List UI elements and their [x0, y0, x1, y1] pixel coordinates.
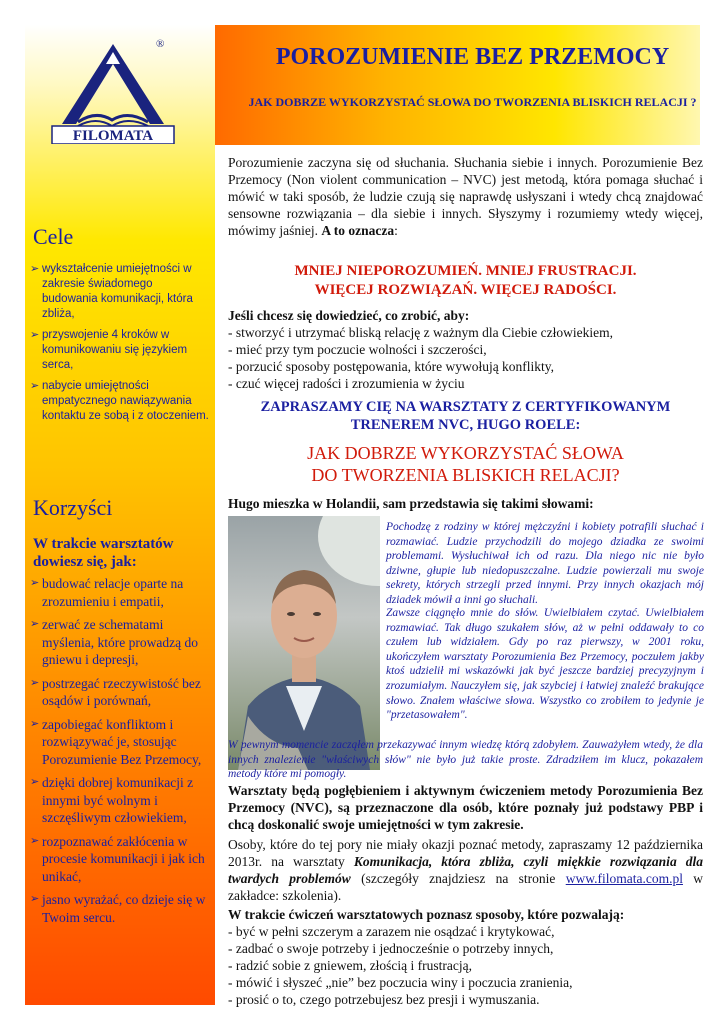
- invite-text-a: Osoby, które do tej pory nie miały okazji poznać metody, zapraszamy 12 października 2013r. na warsztaty: [228, 837, 703, 869]
- invite-paragraph: [228, 836, 703, 904]
- benefits-subheading: W trakcie warsztatów dowiesz się, jak:: [33, 536, 174, 570]
- methods-heading: W trakcie ćwiczeń warsztatowych poznasz sposoby, które pozwalają:: [228, 907, 625, 922]
- filomata-link[interactable]: www.filomata.com.pl: [565, 871, 683, 886]
- goals-section: [33, 224, 211, 430]
- invitation-line-2: TRENEREM NVC, HUGO ROELE:: [350, 417, 581, 433]
- want-item: - mieć przy tym poczucie wolności i szczerości,: [228, 342, 487, 357]
- benefit-item: ➢ zerwać ze schematami myślenia, które prowadzą do gniewu i depresji,: [33, 616, 211, 669]
- quote-paragraph-3: W pewnym momencie zacząłem przekazywać innym wiedzę którą zdobyłem. Zauważyłem wtedy, że dla innych znalezienie "właściwych słów" nie było już takie proste. Zdradziłem im klucz, pokazałem metody które mi pomogły.: [228, 739, 703, 781]
- header-band: [215, 25, 700, 145]
- benefits-section: [33, 495, 211, 932]
- method-item: - mówić i słyszeć „nie” bez poczucia winy i poczucia zranienia,: [228, 975, 573, 990]
- invitation-line-1: ZAPRASZAMY CIĘ NA WARSZTATY Z CERTYFIKOWANYM: [260, 399, 671, 415]
- goal-item: ➢ nabycie umiejętności empatycznego nawiązywania kontaktu ze sobą i z otoczeniem.: [33, 379, 211, 424]
- method-item: - być w pełni szczerym a zarazem nie osądzać i krytykować,: [228, 924, 555, 939]
- invite-text-b: (szczegóły znajdziesz na stronie: [361, 871, 556, 886]
- slogan-line-2: WIĘCEJ ROZWIĄZAŃ. WIĘCEJ RADOŚCI.: [314, 282, 617, 298]
- intro-bold: A to oznacza: [321, 223, 395, 238]
- slogan-line-1: MNIEJ NIEPOROZUMIEŃ. MNIEJ FRUSTRACJI.: [294, 263, 637, 279]
- method-item: - zadbać o swoje potrzeby i jednocześnie o potrzeby innych,: [228, 941, 554, 956]
- page-title: POROZUMIENIE BEZ PRZEMOCY: [275, 44, 670, 70]
- want-item: - porzucić sposoby postępowania, które wywołują konflikty,: [228, 359, 555, 374]
- workshop-title-line-1: JAK DOBRZE WYKORZYSTAĆ SŁOWA: [307, 443, 624, 463]
- goals-heading: Cele: [33, 224, 74, 249]
- want-item: - stworzyć i utrzymać bliską relację z ważnym dla Ciebie człowiekiem,: [228, 325, 613, 340]
- slogan: [228, 262, 703, 300]
- want-section: [228, 307, 703, 392]
- benefits-heading: Korzyści: [33, 495, 113, 520]
- intro-colon: :: [394, 223, 398, 238]
- logo-text: FILOMATA: [72, 128, 154, 144]
- filomata-logo: [48, 38, 178, 144]
- page-subtitle: JAK DOBRZE WYKORZYSTAĆ SŁOWA DO TWORZENIA BLISKICH RELACJI ?: [248, 95, 697, 109]
- workshop-description: Warsztaty będą pogłębieniem i aktywnym ćwiczeniem metody Porozumienia Bez Przemocy (NVC), są przeznaczone dla osób, które poznały już podstawy PBP i chcą doskonalić swoje umiejętności w tym zakresie.: [228, 783, 703, 832]
- intro-paragraph: [228, 154, 703, 239]
- goal-item: ➢ wykształcenie umiejętności w zakresie świadomego budowania komunikacji, która zbliża,: [33, 262, 211, 322]
- invite-text-c: w zakładce: szkolenia).: [228, 871, 703, 903]
- invitation: [228, 398, 703, 434]
- workshop-title-line-2: DO TWORZENIA BLISKICH RELACJI?: [311, 465, 620, 485]
- benefit-item: ➢ zapobiegać konfliktom i rozwiązywać je, stosując Porozumienie Bez Przemocy,: [33, 716, 211, 769]
- goal-item: ➢ przyswojenie 4 kroków w komunikowaniu się językiem serca,: [33, 328, 211, 373]
- benefit-item: ➢ budować relacje oparte na zrozumieniu i empatii,: [33, 575, 211, 610]
- quote-paragraph-2: Zawsze ciągnęło mnie do słów. Uwielbiałem czytać. Uwielbiałem rozmawiać. Tak długo szukałem słów, aż w pełni oddawały to co czułem lub widziałem. Gdy po raz pierwszy, w 2001 roku, ukończyłem warsztaty Porozumienia Bez Przemocy, poczułem jakby ktoś udzielił mi wskazówki jak być jeszcze bardziej precyzyjnym i zrozumiałym. Nauczyłem się, jak szybciej i łatwiej znaleźć brakujące słowo. Znałem właściwe słowa. Wszystko co zrobiłem to jedynie je "przetasowałem".: [386, 607, 704, 722]
- want-item: - czuć więcej radości i zrozumienia w życiu: [228, 376, 465, 391]
- intro-text: Porozumienie zaczyna się od słuchania. Słuchania siebie i innych. Porozumienie Bez Przemocy (Non violent communication – NVC) jest metodą, która pomaga słuchać i mówić w taki sposób, że ludzie czują się naprawdę usłyszani i wtedy chcą znajdować sensowne rozwiązania – dla siebie i innych. Słyszymy i rozumiemy wtedy więcej, mówimy jaśniej.: [228, 155, 703, 238]
- workshop-title: [228, 442, 703, 486]
- want-heading: Jeśli chcesz się dowiedzieć, co zrobić, aby:: [228, 308, 470, 323]
- registered-mark: ®: [156, 38, 165, 50]
- invite-title: Komunikacja, która zbliża, czyli miękkie rozwiązania dla twardych problemów: [228, 854, 704, 886]
- benefit-item: ➢ jasno wyrażać, co dzieje się w Twoim sercu.: [33, 891, 211, 926]
- method-item: - prosić o to, czego potrzebujesz bez presji i wymuszania.: [228, 992, 540, 1007]
- benefit-item: ➢ rozpoznawać zakłócenia w procesie komunikacji i jak ich unikać,: [33, 833, 211, 886]
- method-item: - radzić sobie z gniewem, złością i frustracją,: [228, 958, 473, 973]
- trainer-photo: [228, 516, 380, 770]
- benefit-item: ➢ postrzegać rzeczywistość bez osądów i porównań,: [33, 675, 211, 710]
- methods-section: [228, 906, 703, 1008]
- quote-paragraph-1: Pochodzę z rodziny w której mężczyźni i kobiety potrafili słuchać i rozmawiać. Ludzie przychodzili do mojego dziadka ze swoimi problemami. Wysłuchiwał ich od razu. Dla niego nic nie było dziwne, głupie lub niedopuszczalne. Ludzie powierzali mu swoje sekrety, których strzegli przed innymi. Przy innych okazjach mój dziadek mówił a inni go słuchali.: [386, 521, 704, 606]
- hugo-intro: Hugo mieszka w Holandii, sam przedstawia się takimi słowami:: [228, 496, 594, 511]
- benefit-item: ➢ dzięki dobrej komunikacji z innymi być wolnym i szczęśliwym człowiekiem,: [33, 774, 211, 827]
